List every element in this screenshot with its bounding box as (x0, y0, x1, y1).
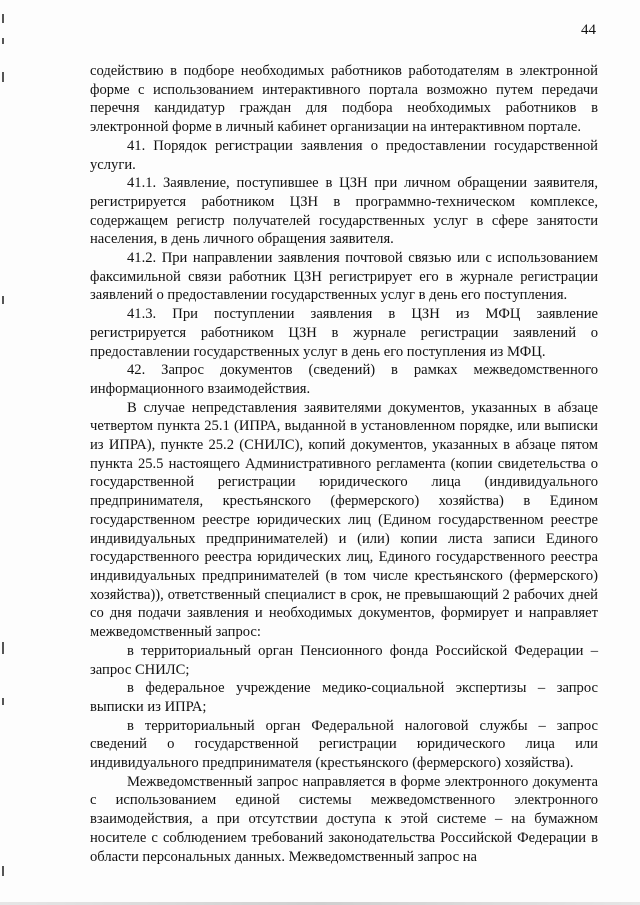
paragraph: 42. Запрос документов (сведений) в рамках межведомственного информационного взаимодействия. (90, 362, 598, 397)
paragraph: 41.2. При направлении заявления почтовой связью или с использованием факсимильной связи работник ЦЗН регистрирует его в журнале регистрации заявлений о предоставлении государственных услуг в день его поступления. (90, 250, 598, 304)
paragraph: в территориальный орган Пенсионного фонда Российской Федерации – запрос СНИЛС; (90, 642, 598, 678)
paragraph: 41.3. При поступлении заявления в ЦЗН из МФЦ заявление регистрируется работником ЦЗН в журнале регистрации заявлений о предоставлении государственных услуг в день его поступления из МФЦ. (90, 306, 598, 360)
page-number: 44 (581, 22, 596, 38)
paragraph: в территориальный орган Федеральной налоговой службы – запрос сведений о государственной регистрации юридического лица или индивидуального предпринимателя (крестьянского (фермерского) хозяйства). (90, 717, 598, 772)
scan-mark (2, 296, 4, 304)
scan-mark (2, 38, 4, 44)
paragraph: Межведомственный запрос направляется в форме электронного документа с использованием единой системы межведомственного электронного взаимодействия, а при отсутствии доступа к этой системе – на бумажном носителе с соблюдением требований законодательства Российской Федерации в области персональных данных. Межведомственный запрос на (90, 773, 598, 865)
paragraph: содействию в подборе необходимых работников работодателям в электронной форме с использованием интерактивного портала возможно путем передачи перечня кандидатур граждан для подбора необходимых работников в электронной форме в личный кабинет организации на интерактивном портале. (90, 63, 598, 136)
paragraph: в федеральное учреждение медико-социальной экспертизы – запрос выписки из ИПРА; (90, 680, 598, 715)
paragraph: 41.1. Заявление, поступившее в ЦЗН при личном обращении заявителя, регистрируется работником ЦЗН в программно-техническом комплексе, содержащем регистр получателей государственных услуг в сфере занятости населения, в день личного обращения заявителя. (90, 175, 598, 248)
scan-edge-marks (0, 0, 6, 905)
scan-mark (2, 642, 4, 654)
scan-mark (2, 698, 4, 705)
scan-mark (2, 866, 4, 876)
paragraph: В случае непредставления заявителями документов, указанных в абзаце четвертом пункта 25.1 (ИПРА, выданной в установленном порядке, или выписки из ИПРА), пункте 25.2 (СНИЛС), копий документов, указанных в абзаце пятом пункта 25.5 настоящего Административного регламента (копии свидетельства о государственной регистрации юридического лица (индивидуального предпринимателя, крестьянского (фермерского) хозяйства) в Едином государственном реестре юридических лиц (Едином государственном реестре индивидуальных предпринимателей) и (или) копии листа записи Единого государственного реестра юридических лиц, Единого государственного реестра индивидуальных предпринимателей (в том числе крестьянского (фермерского) хозяйства)), ответственный специалист в срок, не превышающий 2 рабочих дней со дня подачи заявления и необходимых документов, формирует и направляет межведомственный запрос: (90, 399, 598, 641)
paragraph: 41. Порядок регистрации заявления о предоставлении государственной услуги. (90, 137, 598, 173)
scan-mark (2, 72, 4, 82)
scan-mark (2, 14, 4, 23)
document-body (90, 62, 598, 866)
